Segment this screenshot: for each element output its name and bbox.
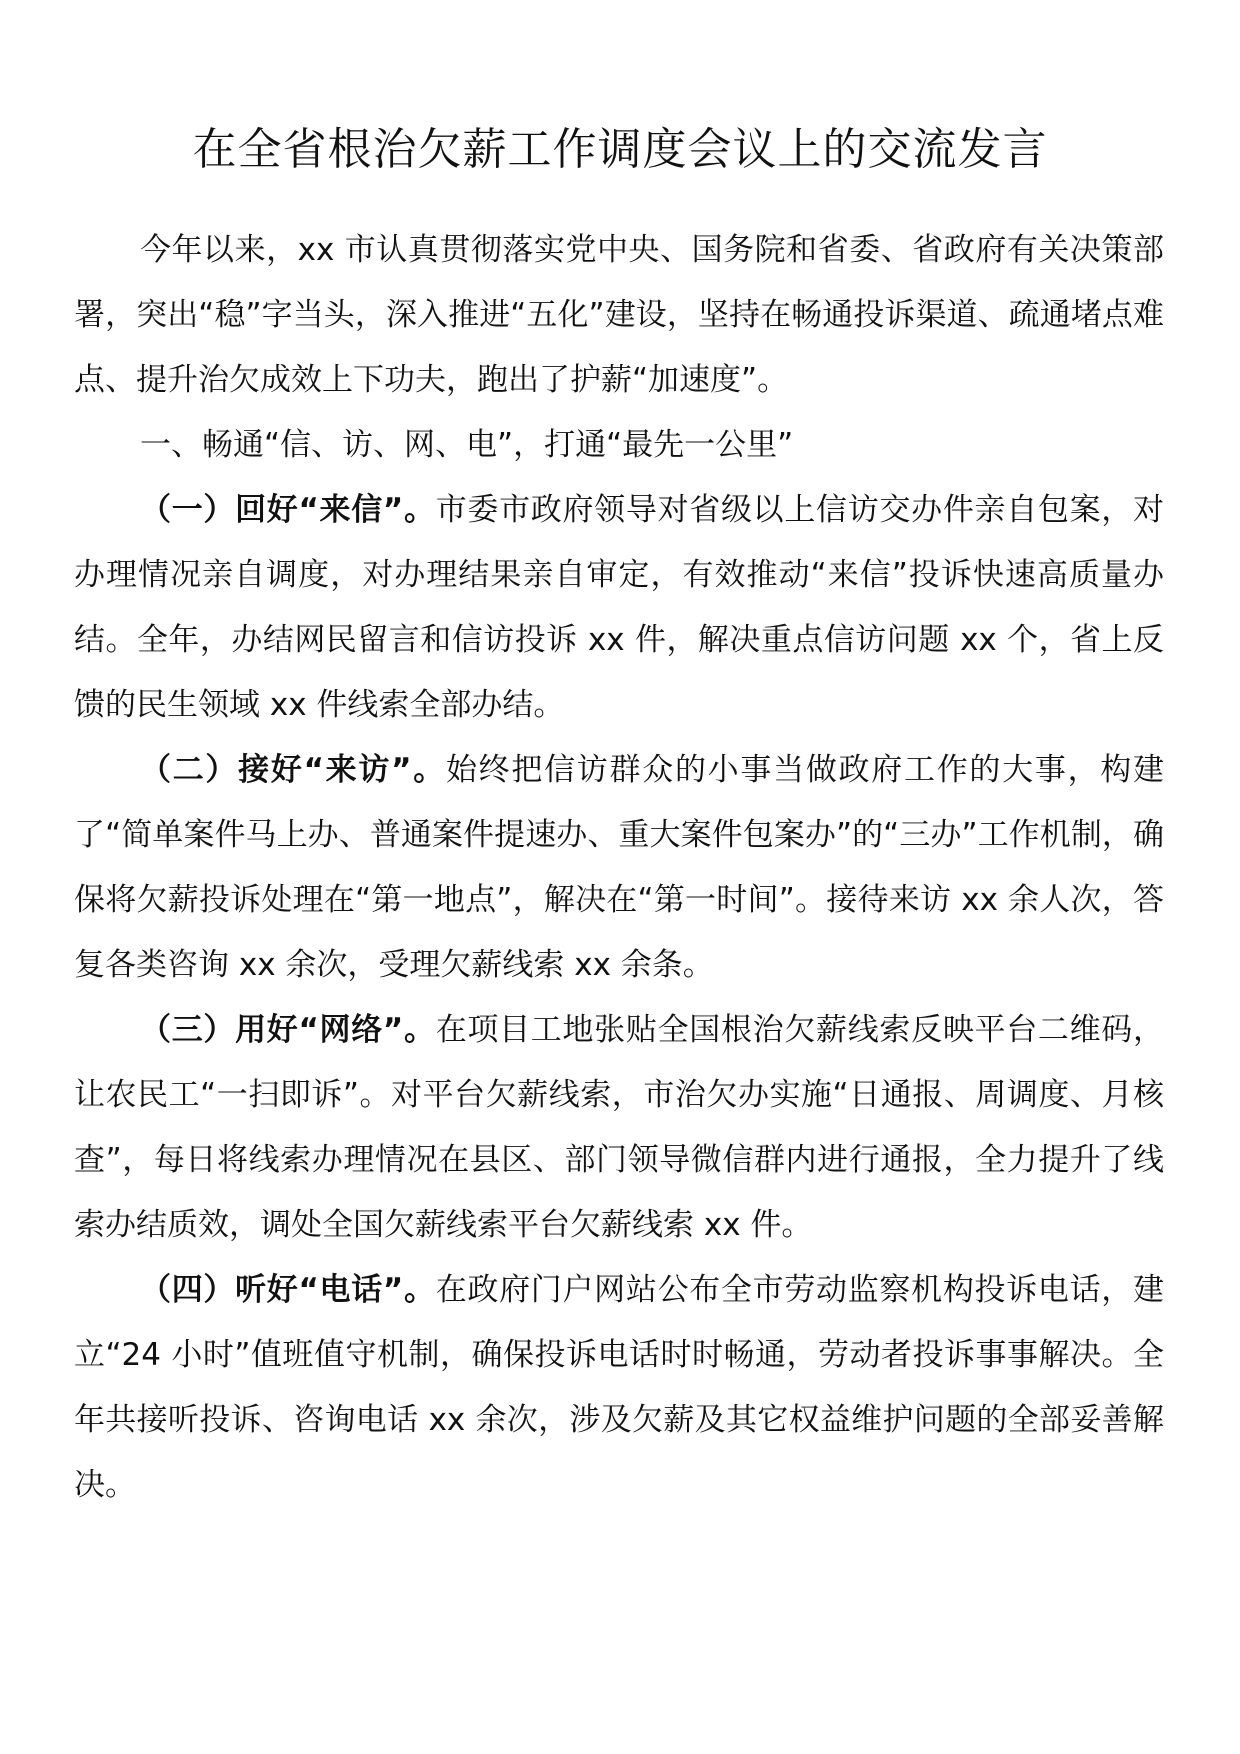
intro-paragraph: 今年以来，xx 市认真贯彻落实党中央、国务院和省委、省政府有关决策部署，突出“稳”字当头，深入推进“五化”建设，坚持在畅通投诉渠道、疏通堵点难点、提升治欠成效上下功夫，跑出了护薪“加速度”。 [74,232,1164,398]
item-paragraph [74,478,1164,738]
item-paragraph [74,998,1164,1258]
item-text: 始终把信访群众的小事当做政府工作的大事，构建了“简单案件马上办、普通案件提速办、重大案件包案办”的“三办”工作机制，确保将欠薪投诉处理在“第一地点”，解决在“第一时间”。接待来访 xx 余人次，答复各类咨询 xx 余次，受理欠薪线索 xx 余条。 [74,752,1165,983]
item-paragraph [74,738,1164,998]
item-paragraph [74,1258,1164,1518]
document-title: 在全省根治欠薪工作调度会议上的交流发言 [192,124,1048,175]
item-lead: （一）回好“来信”。 [140,492,436,528]
section-heading: 一、畅通“信、访、网、电”，打通“最先一公里” [140,427,794,463]
item-lead: （四）听好“电话”。 [140,1272,436,1308]
item-lead: （三）用好“网络”。 [140,1012,436,1048]
item-text: 在项目工地张贴全国根治欠薪线索反映平台二维码，让农民工“一扫即诉”。对平台欠薪线索，市治欠办实施“日通报、周调度、月核查”，每日将线索办理情况在县区、部门领导微信群内进行通报，全力提升了线索办结质效，调处全国欠薪线索平台欠薪线索 xx 件。 [74,1012,1164,1243]
document-body [74,218,1164,1518]
item-text: 在政府门户网站公布全市劳动监察机构投诉电话，建立“24 小时”值班值守机制，确保投诉电话时时畅通，劳动者投诉事事解决。全年共接听投诉、咨询电话 xx 余次，涉及欠薪及其它权益维护问题的全部妥善解决。 [74,1272,1164,1503]
item-lead: （二）接好“来访”。 [140,752,446,788]
item-text: 市委市政府领导对省级以上信访交办件亲自包案，对办理情况亲自调度，对办理结果亲自审定，有效推动“来信”投诉快速高质量办结。全年，办结网民留言和信访投诉 xx 件，解决重点信访问题 xx 个，省上反馈的民生领域 xx 件线索全部办结。 [74,492,1164,723]
